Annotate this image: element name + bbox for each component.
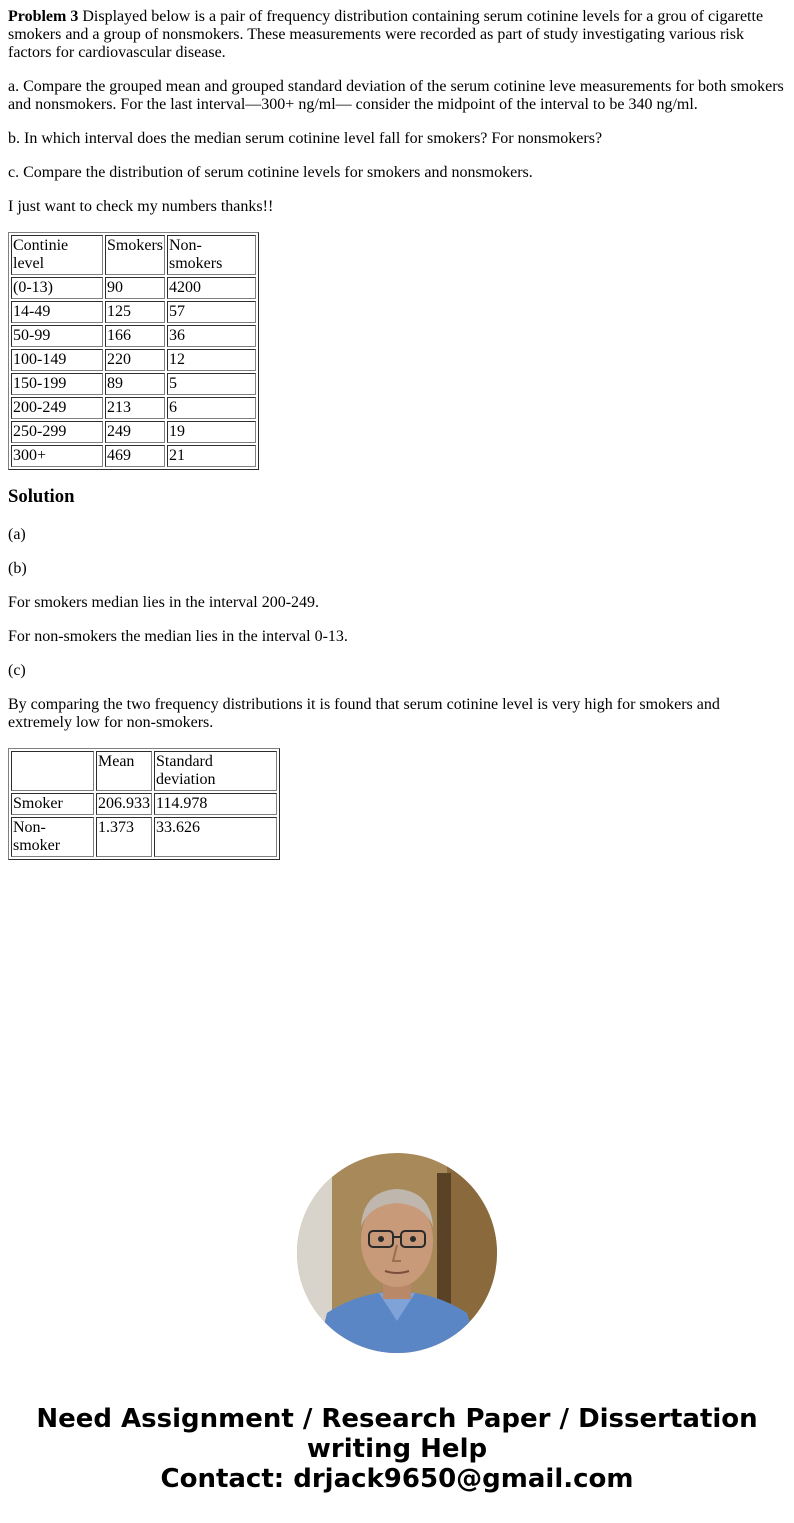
problem-statement bbox=[8, 8, 786, 62]
table-row bbox=[11, 817, 277, 857]
table-cell: 150-199 bbox=[11, 373, 103, 395]
table-row bbox=[11, 397, 256, 419]
promo-contact: Contact: drjack9650@gmail.com bbox=[160, 1464, 634, 1494]
header-cell: Mean bbox=[96, 751, 152, 791]
table-cell: 250-299 bbox=[11, 421, 103, 443]
table-cell: 220 bbox=[105, 349, 165, 371]
header-cell: Non-smokers bbox=[167, 235, 256, 275]
question-a: a. Compare the grouped mean and grouped standard deviation of the serum cotinine leve measurements for both smokers and nonsmokers. For the last interval—300+ ng/ml— consider the midpoint of the interval to be 340 ng/ml. bbox=[8, 78, 784, 113]
table-cell: 21 bbox=[167, 445, 256, 467]
table-cell: 90 bbox=[105, 277, 165, 299]
table-cell: 213 bbox=[105, 397, 165, 419]
table-row bbox=[11, 349, 256, 371]
portrait-illustration bbox=[297, 1153, 497, 1353]
frequency-table bbox=[8, 232, 259, 470]
table-cell: 469 bbox=[105, 445, 165, 467]
table-row bbox=[11, 421, 256, 443]
table-cell: 249 bbox=[105, 421, 165, 443]
promo-line-2: writing Help bbox=[306, 1434, 488, 1464]
problem-intro: Displayed below is a pair of frequency distribution containing serum cotinine levels for a grou of cigarette smokers and a group of nonsmokers. These measurements were recorded as part of study investigating various risk factors for cardiovascular disease. bbox=[8, 8, 764, 61]
solution-part-a: (a) bbox=[8, 526, 26, 543]
right-eye bbox=[410, 1236, 416, 1242]
table-header-row bbox=[11, 751, 277, 791]
header-cell: Smokers bbox=[105, 235, 165, 275]
question-b: b. In which interval does the median serum cotinine level fall for smokers? For nonsmokers? bbox=[8, 130, 603, 147]
table-cell: Non-smoker bbox=[11, 817, 94, 857]
table-cell: 4200 bbox=[167, 277, 256, 299]
comparison-text: By comparing the two frequency distributions it is found that serum cotinine level is very high for smokers and extremely low for non-smokers. bbox=[8, 696, 720, 731]
table-cell: (0-13) bbox=[11, 277, 103, 299]
table-cell: 6 bbox=[167, 397, 256, 419]
table-cell: 19 bbox=[167, 421, 256, 443]
table-row bbox=[11, 445, 256, 467]
table-cell: 33.626 bbox=[154, 817, 277, 857]
table-cell: 14-49 bbox=[11, 301, 103, 323]
author-photo bbox=[297, 1153, 497, 1353]
table-row bbox=[11, 325, 256, 347]
header-cell: Continie level bbox=[11, 235, 103, 275]
solution-part-b: (b) bbox=[8, 560, 27, 577]
table-row bbox=[11, 793, 277, 815]
table-header-row bbox=[11, 235, 256, 275]
table-cell: 5 bbox=[167, 373, 256, 395]
statistics-table bbox=[8, 748, 280, 860]
table-cell: 50-99 bbox=[11, 325, 103, 347]
median-nonsmokers: For non-smokers the median lies in the interval 0-13. bbox=[8, 628, 348, 645]
table-cell: 1.373 bbox=[96, 817, 152, 857]
table-cell: 36 bbox=[167, 325, 256, 347]
table-cell: 166 bbox=[105, 325, 165, 347]
table-cell: 114.978 bbox=[154, 793, 277, 815]
table-cell: 12 bbox=[167, 349, 256, 371]
photo-frame-edge bbox=[437, 1173, 451, 1313]
solution-heading: Solution bbox=[8, 486, 75, 507]
header-cell: Standard deviation bbox=[154, 751, 277, 791]
table-cell: 206.933 bbox=[96, 793, 152, 815]
left-eye bbox=[378, 1236, 384, 1242]
table-cell: 89 bbox=[105, 373, 165, 395]
median-smokers: For smokers median lies in the interval 200-249. bbox=[8, 594, 320, 611]
problem-label: Problem 3 bbox=[8, 8, 79, 25]
solution-part-c: (c) bbox=[8, 662, 26, 679]
header-cell bbox=[11, 751, 94, 791]
promo-line-1: Need Assignment / Research Paper / Dissertation bbox=[36, 1404, 758, 1434]
promo-banner bbox=[0, 1404, 794, 1494]
table-cell: 300+ bbox=[11, 445, 103, 467]
table-cell: Smoker bbox=[11, 793, 94, 815]
table-row bbox=[11, 277, 256, 299]
user-note: I just want to check my numbers thanks!! bbox=[8, 198, 274, 215]
table-cell: 200-249 bbox=[11, 397, 103, 419]
table-cell: 125 bbox=[105, 301, 165, 323]
question-c: c. Compare the distribution of serum cotinine levels for smokers and nonsmokers. bbox=[8, 164, 533, 181]
table-cell: 100-149 bbox=[11, 349, 103, 371]
table-row bbox=[11, 373, 256, 395]
table-row bbox=[11, 301, 256, 323]
table-cell: 57 bbox=[167, 301, 256, 323]
